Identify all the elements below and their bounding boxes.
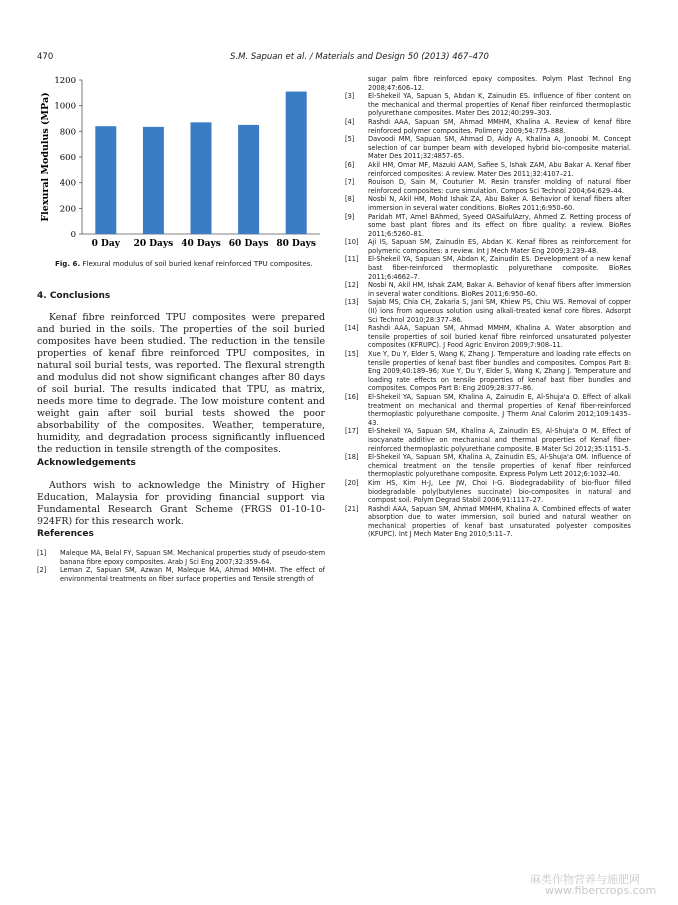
reference-number: [15] <box>345 350 359 358</box>
chart-bar <box>286 92 307 234</box>
reference-text: El-Shekeil YA, Sapuan S, Abdan K, Zainudin ES. Influence of fiber content on the mechanical and thermal properties of Kenaf fiber reinforced thermoplastic polyurethane composites. Mater Des 2012;40:299–303. <box>368 92 631 118</box>
chart-y-tick-label: 1000 <box>54 101 76 112</box>
reference-item <box>345 92 631 118</box>
reference-text: Maleque MA, Belal FY, Sapuan SM. Mechanical properties study of pseudo-stem banana fibre epoxy composites. Arab J Sci Eng 2007;32:359–64. <box>60 549 325 566</box>
reference-text: Rouison D, Sain M, Couturier M. Resin transfer molding of natural fiber reinforced composites: cure simulation. Compos Sci Technol 2004;64:629–44. <box>368 178 631 195</box>
chart-y-tick-label: 600 <box>59 153 76 163</box>
reference-text: Xue Y, Du Y, Elder S, Wang K, Zhang J. Temperature and loading rate effects on tensile properties of kenaf bast fiber bundles and composites. Compos Part B: Eng 2009;40:189–96; Xue Y, Du Y, Elder S, Wang K, Zhang J. Temperature and loading rate effects on tensile properties of kenaf bast fiber bundles and composites. Compos Part B: Eng 2009;28:377–86. <box>368 350 631 393</box>
reference-number: [8] <box>345 195 355 204</box>
chart-y-axis-label: Flexural Modulus (MPa) <box>40 92 51 222</box>
reference-number: [21] <box>345 504 359 513</box>
chart-bar <box>143 127 164 234</box>
reference-text: Paridah MT, Amel BAhmed, Syeed OASaifulAzry, Ahmed Z. Retting process of some bast plant fibres and its effect on fibre quality: a review. BioRes 2011;6:5260–81. <box>368 212 631 238</box>
reference-item <box>345 427 631 453</box>
chart-y-tick-label: 200 <box>59 204 76 215</box>
chart-x-tick-label: 20 Days <box>133 239 174 249</box>
reference-number: [18] <box>345 453 359 462</box>
reference-item <box>37 549 325 566</box>
reference-text: Nosbi N, Akil HM, Mohd Ishak ZA, Abu Baker A. Behavior of kenaf fibers after immersion in several water conditions. BioRes 2011;6:950–60. <box>368 195 631 212</box>
reference-number: [17] <box>345 427 359 436</box>
chart-x-tick-label: 40 Days <box>181 239 221 249</box>
chart-bar <box>191 122 212 234</box>
reference-text: Davoodi MM, Sapuan SM, Ahmad D, Aidy A, Khalina A, Jonoobi M. Concept selection of car bumper beam with developed hybrid bio-composite material. Mater Des 2011;32:4857–65. <box>368 135 631 161</box>
reference-number: [3] <box>345 92 355 101</box>
reference-item <box>345 324 631 350</box>
reference-number: [12] <box>345 281 359 290</box>
reference-item <box>345 255 631 281</box>
reference-number: [9] <box>345 212 355 221</box>
reference-text: Akil HM, Omar MF, Mazuki AAM, Safiee S, Ishak ZAM, Abu Bakar A. Kenaf fiber reinforced composites: A review. Mater Des 2011;32:4107–21. <box>368 160 631 178</box>
reference-number: [1] <box>37 549 47 557</box>
reference-text: Nosbi N, Akil HM, Ishak ZAM, Bakar A. Behavior of kenaf fibers after immersion in several water conditions. BioRes 2011;6:950–60. <box>368 281 631 298</box>
reference-item <box>345 213 631 239</box>
chart-x-tick-label: 80 Days <box>276 239 316 249</box>
reference-item <box>345 350 631 393</box>
reference-text: Sajab MS, Chia CH, Zakaria S, Jani SM, Khiew PS, Chiu WS. Removal of copper (II) ions from aqueous solution using alkali-treated kenaf core fibres. Adsorpt Sci Technol 2010;28:377–86. <box>368 298 631 324</box>
reference-number: [6] <box>345 160 355 169</box>
watermark-url: www.fibercrops.com <box>545 884 657 897</box>
reference-number: [16] <box>345 392 359 401</box>
reference-item <box>345 453 631 479</box>
reference-item <box>345 195 631 212</box>
reference-text: El-Shekeil YA, Sapuan SM, Khalina A, Zainudin E, Al-Shuja'a O. Effect of alkali treatment on mechanical and thermal properties of Kenaf fiber-reinforced thermoplastic polyurethane composite. J Therm Anal Calorim 2012;109:1435–43. <box>368 392 631 427</box>
reference-item <box>345 281 631 298</box>
reference-number: [13] <box>345 298 359 307</box>
chart-bar <box>95 126 116 234</box>
reference-item <box>345 135 631 161</box>
page-number: 470 <box>37 52 54 62</box>
figure-label: Fig. 6. <box>55 259 81 268</box>
reference-text: El-Shekeil YA, Sapuan SM, Khalina A, Zainudin ES, Al-Shuja'a O M. Effect of isocyanate additive on mechanical and thermal properties of Kenaf fiber-reinforced thermoplastic polyurethane composite. B Mater Sci 2012;35:1151–5. <box>368 427 631 453</box>
chart-y-tick-label: 400 <box>59 178 76 189</box>
reference-text: Kim HS, Kim H-J, Lee JW, Choi I-G. Biodegradability of bio-fluor filled biodegradable poly(butylenes succinate) bio-composites in natural and compost soil. Polym Degrad Stabil 2006;91:1117–27. <box>368 478 631 505</box>
reference-item <box>345 118 631 135</box>
running-title: S.M. Sapuan et al. / Materials and Design 50 (2013) 467–470 <box>230 52 489 62</box>
reference-text: El-Shekeil YA, Sapuan SM, Khalina A, Zainudin ES, Al-Shuja'a OM. Influence of chemical treatment on the tensile properties of kenaf fiber reinforced thermoplastic polyurethane composite. Express Polym Lett 2012;6:1032–40. <box>368 453 631 479</box>
chart-y-tick-label: 800 <box>59 127 76 138</box>
reference-text: Leman Z, Sapuan SM, Azwan M, Maleque MA, Ahmad MMHM. The effect of environmental treatments on fiber surface properties and Tensile strength of <box>60 566 325 583</box>
chart-y-tick-label: 1200 <box>54 76 76 86</box>
acknowledgements-text: Authors wish to acknowledge the Ministry of Higher Education, Malaysia for providing financial support via Fundamental Research Grant Scheme (FRGS 01-10-10-924FR) for this research work. <box>37 480 325 527</box>
reference-item <box>345 479 631 505</box>
chart-x-tick-label: 0 Day <box>91 239 120 249</box>
reference-text: Aji IS, Sapuan SM, Zainudin ES, Abdan K. Kenaf fibres as reinforcement for polymeric composites: a review. Int J Mech Mater Eng 2009;3:239–48. <box>368 238 631 255</box>
chart-bar <box>238 125 259 234</box>
reference-number: [20] <box>345 478 359 487</box>
reference-item <box>345 178 631 195</box>
references-list-left <box>37 549 325 583</box>
reference-number: [2] <box>37 566 47 575</box>
reference-number: [14] <box>345 324 359 333</box>
reference-number: [7] <box>345 178 355 187</box>
references-list-right <box>345 75 631 539</box>
reference-text: Rashdi AAA, Sapuan SM, Ahmad MMHM, Khalina A. Combined effects of water absorption due to water immersion, soil buried and natural weather on mechanical properties of kenaf bast unsaturated polyester composites (KFUPC). Int J Mech Mater Eng 2010;5:11–7. <box>368 504 631 539</box>
reference-number: [4] <box>345 117 355 126</box>
reference-number: [11] <box>345 255 359 264</box>
chart-y-tick-label: 0 <box>70 230 76 240</box>
conclusions-heading: 4. Conclusions <box>37 291 111 301</box>
reference-item <box>37 566 325 583</box>
figure-caption <box>55 259 345 268</box>
chart-x-tick-label: 60 Days <box>228 239 269 249</box>
figure-caption-text: Flexural modulus of soil buried kenaf reinforced TPU composites. <box>82 259 313 268</box>
reference-text: Rashdi AAA, Sapuan SM, Ahmad MMHM, Khalina A. Review of kenaf fibre reinforced polymer composites. Polimery 2009;54:775–888. <box>368 117 631 135</box>
reference-item <box>345 298 631 324</box>
flexural-modulus-chart <box>36 68 326 256</box>
reference-text: Rashdi AAA, Sapuan SM, Ahmad MMHM, Khalina A. Water absorption and tensile properties of soil buried kenaf fibre reinforced unsaturated polyester composites (KFRUPC). J Food Agric Environ 2009;7:908–11. <box>368 324 631 350</box>
references-heading: References <box>37 529 94 539</box>
watermark-site-name: 麻类作物营养与施肥网 <box>530 873 640 886</box>
acknowledgements-heading: Acknowledgements <box>37 458 136 468</box>
reference-item <box>345 393 631 427</box>
reference-text: El-Shekeil YA, Sapuan SM, Abdan K, Zainudin ES. Development of a new kenaf bast fiber-reinforced thermoplastic polyurethane composite. BioRes 2011;6:4662–7. <box>368 255 631 281</box>
reference-continuation: sugar palm fibre reinforced epoxy composites. Polym Plast Technol Eng 2008;47:606–12. <box>368 75 631 92</box>
reference-item <box>345 238 631 255</box>
reference-number: [10] <box>345 238 359 247</box>
reference-item <box>345 505 631 539</box>
reference-number: [5] <box>345 135 355 144</box>
reference-item <box>345 161 631 178</box>
conclusions-text: Kenaf fibre reinforced TPU composites were prepared and buried in the soils. The properties of the soil buried composites have been studied. The reduction in the tensile properties of kenaf fibre reinforced TPU composites, in natural soil burial tests, was reported. The flexural strength and modulus did not show significant changes after 80 days of soil burial. The results indicated that TPU, as matrix, needs more time to degrade. The low moisture content and weight gain after soil burial tests showed the poor absorbability of the composites. Weather, temperature, humidity, and degradation process significantly influenced the reduction in tensile strength of the composites. <box>37 312 325 455</box>
